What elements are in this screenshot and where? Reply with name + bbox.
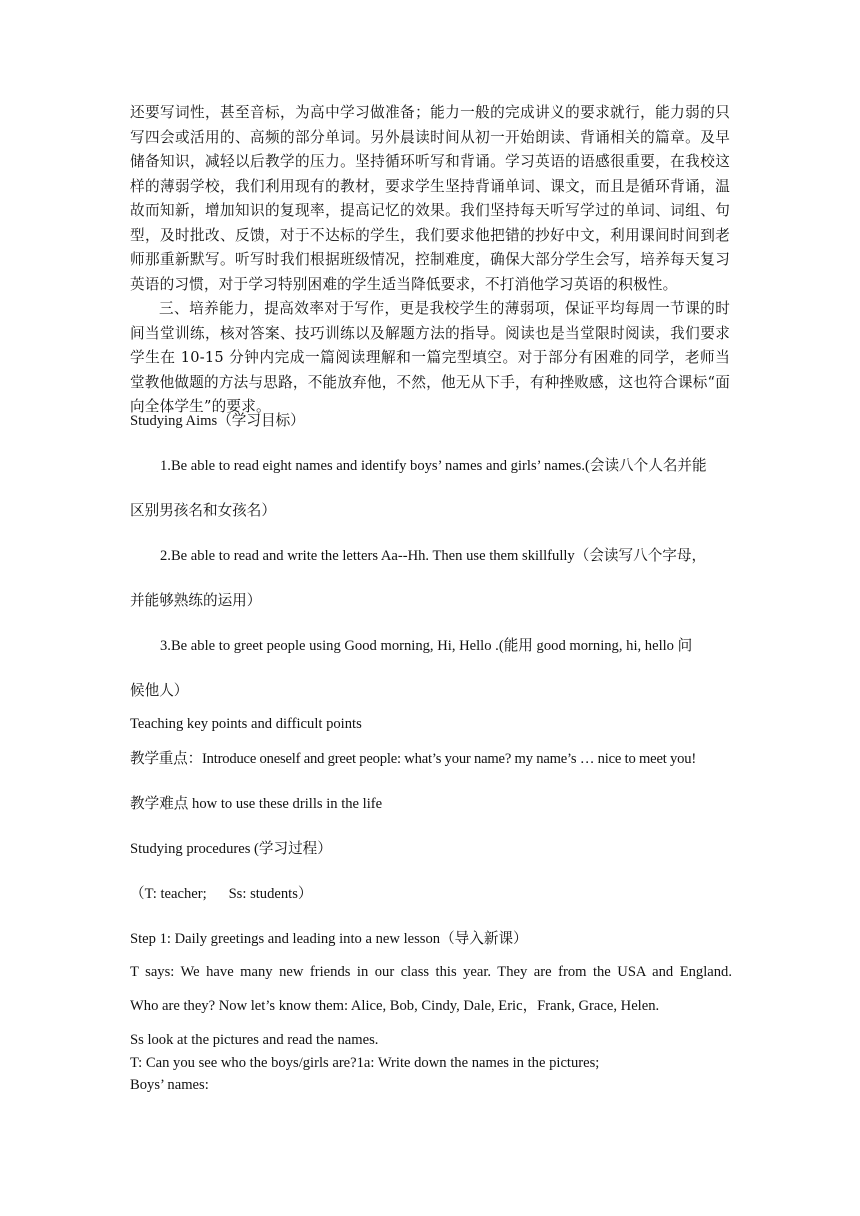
aim-2-cn-continued: 并能够熟练的运用） [130, 592, 262, 609]
aim-3-cn-continued: 候他人） [130, 682, 189, 699]
procedures-heading-en: Studying procedures ( [130, 841, 259, 857]
roles-open: （ [130, 885, 145, 902]
key-point-text: Introduce oneself and greet people: what’s your name? my name’s … nice to meet you! [201, 751, 696, 767]
teacher-says-line-2 [130, 996, 732, 1016]
procedures-heading-cn: 学习过程） [258, 840, 332, 857]
aim-3 [160, 636, 732, 656]
paragraph-study-methods [130, 101, 730, 297]
aim-2-en: 2.Be able to read and write the letters Aa--Hh. Then use them skillfully [160, 548, 575, 564]
teacher-says-text-1: T says: We have many new friends in our class this year. They are from the USA and England. [130, 964, 732, 980]
roles-line [130, 884, 732, 904]
students-look-text: Ss look at the pictures and read the names. [130, 1032, 379, 1048]
aim-3-en-greetings: good morning, hi, hello [532, 638, 678, 654]
difficult-point-label: 教学难点 [130, 795, 189, 812]
paragraph-text: 三、培养能力，提高效率对于写作，更是我校学生的薄弱项，保证平均每周一节课的时间当堂训练，核对答案、技巧训练以及解题方法的指导。阅读也是当堂限时阅读，我们要求学生在 10-15 分钟内完成一篇阅读理解和一篇完型填空。对于部分有困难的同学，老师当堂教他做题的方法与思路，不能放弃他，不然，他无从下手，有种挫败感，这也符合课标“面向全体学生”的要求。 [130, 300, 730, 415]
key-point-label: 教学重点： [130, 750, 202, 767]
aim-1 [160, 456, 732, 476]
heading-en: Studying Aims [130, 413, 218, 429]
aim-2 [160, 546, 732, 566]
aim-2-continued [130, 591, 732, 611]
roles-text: T: teacher; Ss: students [144, 886, 298, 902]
teacher-says-text-2: Who are they? Now let’s know them: Alice, Bob, Cindy, Dale, Eric，Frank, Grace, Helen. [130, 998, 660, 1014]
teacher-question-text: T: Can you see who the boys/girls are?1a: Write down the names in the pictures; [130, 1055, 600, 1071]
paragraph-ability-training [130, 297, 730, 420]
aim-1-continued [130, 501, 732, 521]
step-1-heading [130, 929, 732, 949]
students-look-line [130, 1030, 732, 1050]
roles-close: ） [297, 885, 313, 902]
heading-cn: （学习目标） [217, 412, 305, 429]
aim-3-continued [130, 681, 732, 701]
key-point-line [130, 749, 732, 769]
step-1-cn: （导入新课） [440, 930, 528, 947]
difficult-point-text: how to use these drills in the life [188, 796, 383, 812]
aim-2-cn: （会读写八个字母， [574, 547, 707, 564]
key-points-heading [130, 714, 732, 734]
aim-1-cn: 会读八个人名并能 [589, 457, 707, 474]
aim-3-cn: 能用 [503, 637, 533, 654]
aim-3-cn-end: 问 [677, 637, 693, 654]
studying-aims-heading [130, 411, 732, 431]
paragraph-text: 还要写词性，甚至音标，为高中学习做准备；能力一般的完成讲义的要求就行，能力弱的只写四会或活用的、高频的部分单词。另外晨读时间从初一开始朗读、背诵相关的篇章。及早储备知识，减轻以后教学的压力。坚持循环听写和背诵。学习英语的语感很重要，在我校这样的薄弱学校，我们利用现有的教材，要求学生坚持背诵单词、课文，而且是循环背诵，温故而知新，增加知识的复现率，提高记忆的效果。我们坚持每天听写学过的单词、词组、句型，及时批改、反馈，对于不达标的学生，我们要求他把错的抄好中文，利用课间时间到老师那重新默写。听写时我们根据班级情况，控制难度，确保大部分学生会写，培养每天复习英语的习惯，对于学习特别困难的学生适当降低要求，不打消他学习英语的积极性。 [130, 104, 730, 293]
difficult-point-line [130, 794, 732, 814]
aim-1-cn-continued: 区别男孩名和女孩名） [130, 502, 276, 519]
boys-names-line [130, 1075, 732, 1095]
aim-3-en: 3.Be able to greet people using Good morning, Hi, Hello .( [160, 638, 504, 654]
procedures-heading [130, 839, 732, 859]
key-points-heading-text: Teaching key points and difficult points [130, 716, 362, 732]
boys-names-label: Boys’ names: [130, 1077, 209, 1093]
teacher-question-line [130, 1053, 732, 1073]
step-1-en: Step 1: Daily greetings and leading into a new lesson [130, 931, 441, 947]
aim-1-en: 1.Be able to read eight names and identify boys’ names and girls’ names.( [160, 458, 590, 474]
teacher-says-line-1 [130, 962, 732, 982]
